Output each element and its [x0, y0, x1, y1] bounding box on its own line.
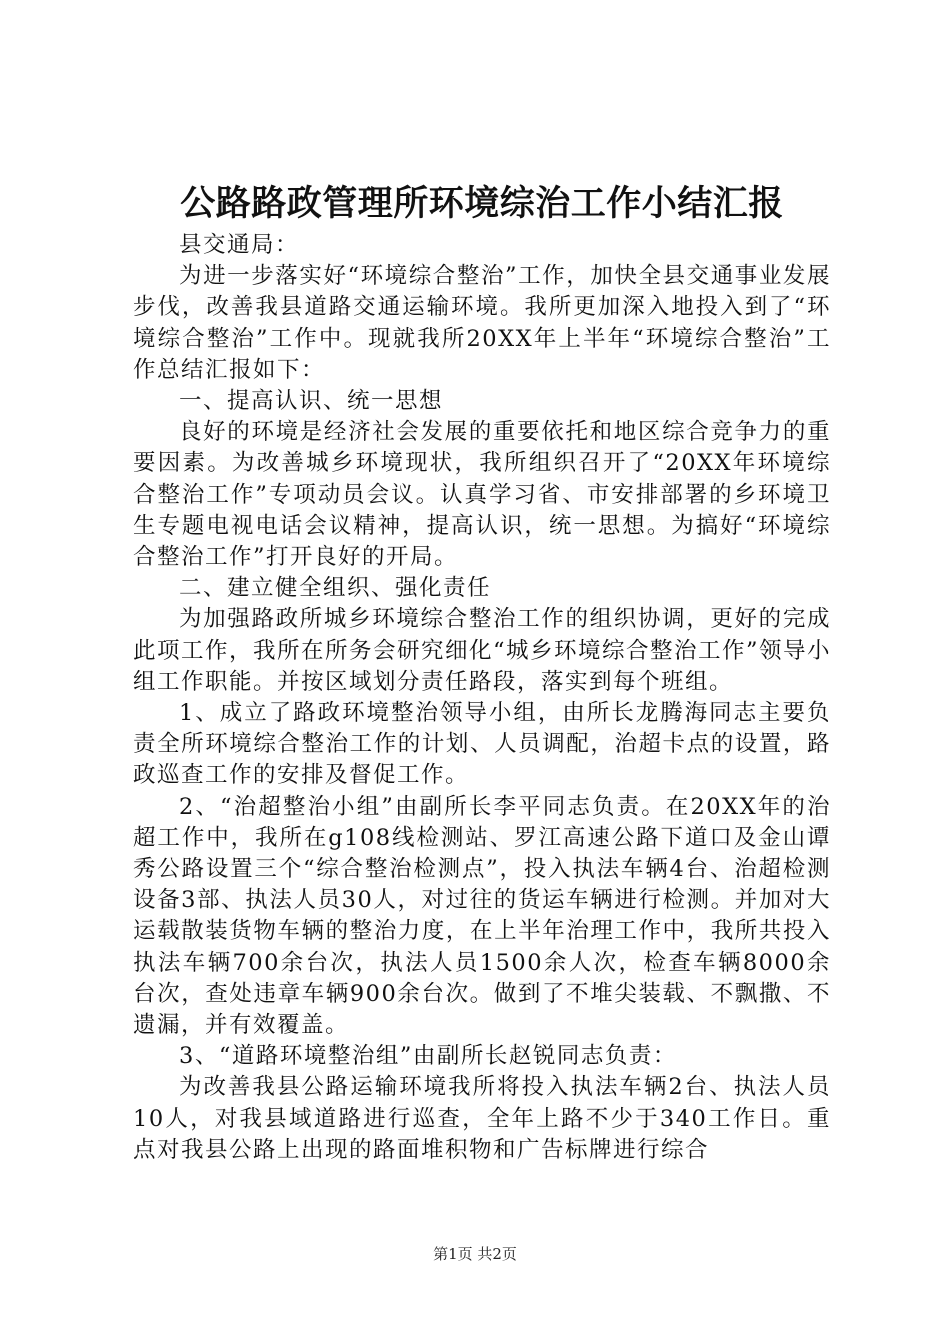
- intro-paragraph: 为进一步落实好“环境综合整治”工作，加快全县交通事业发展步伐，改善我县道路交通运输环境。我所更加深入地投入到了“环境综合整治”工作中。现就我所20XX年上半年“环境综合整治”工作总结汇报如下：: [133, 263, 831, 383]
- salutation: 县交通局：: [179, 232, 300, 258]
- document-page: [133, 180, 831, 1166]
- section-heading-2: 二、建立健全组织、强化责任: [179, 575, 492, 602]
- document-title: 公路路政管理所环境综治工作小结汇报: [180, 183, 784, 224]
- item-3-heading: 3、“道路环境整治组”由副所长赵锐同志负责：: [179, 1043, 677, 1070]
- item-3-paragraph: 为改善我县公路运输环境我所将投入执法车辆2台、执法人员10人，对我县域道路进行巡查，全年上路不少于340工作日。重点对我县公路上出现的路面堆积物和广告标牌进行综合: [133, 1074, 831, 1163]
- item-2-paragraph: 2、“治超整治小组”由副所长李平同志负责。在20XX年的治超工作中，我所在g108线检测站、罗江高速公路下道口及金山谭秀公路设置三个“综合整治检测点”，投入执法车辆4台、治超检测设备3部、执法人员30人，对过往的货运车辆进行检测。并加对大运载散装货物车辆的整治力度，在上半年治理工作中，我所共投入执法车辆700余台次，执法人员1500余人次，检查车辆8000余台次，查处违章车辆900余台次。做到了不堆尖装载、不飘撒、不遗漏，并有效覆盖。: [133, 793, 831, 1039]
- section-1-paragraph: 良好的环境是经济社会发展的重要依托和地区综合竞争力的重要因素。为改善城乡环境现状，我所组织召开了“20XX年环境综合整治工作”专项动员会议。认真学习省、市安排部署的乡环境卫生专题电视电话会议精神，提高认识，统一思想。为搞好“环境综合整治工作”打开良好的开局。: [133, 419, 831, 571]
- item-1-paragraph: 1、成立了路政环境整治领导小组，由所长龙腾海同志主要负责全所环境综合整治工作的计划、人员调配，治超卡点的设置，路政巡查工作的安排及督促工作。: [133, 700, 831, 789]
- section-heading-1: 一、提高认识、统一思想: [179, 388, 444, 415]
- page-footer: 第1页 共2页: [433, 1245, 517, 1263]
- section-2-paragraph: 为加强路政所城乡环境综合整治工作的组织协调，更好的完成此项工作，我所在所务会研究细化“城乡环境综合整治工作”领导小组工作职能。并按区域划分责任路段，落实到每个班组。: [133, 606, 832, 695]
